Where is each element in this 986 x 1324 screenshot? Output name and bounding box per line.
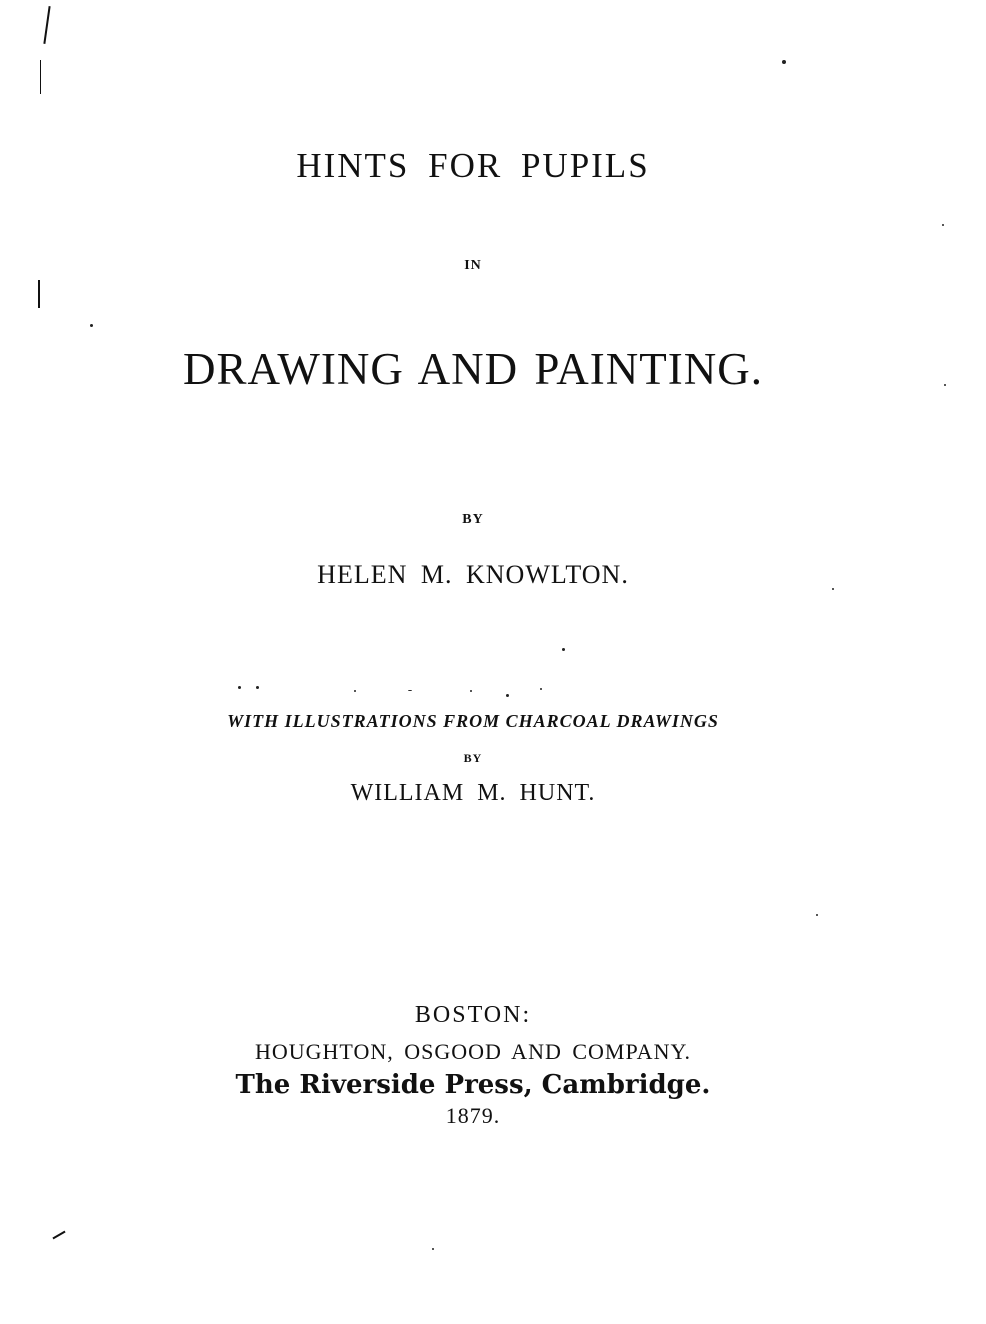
scan-mark-top-left	[43, 6, 50, 44]
scan-speck	[942, 224, 944, 226]
title-line-2: DRAWING AND PAINTING.	[183, 344, 763, 394]
scan-speck	[816, 914, 818, 916]
scan-speck	[408, 690, 412, 691]
scan-speck	[782, 60, 786, 64]
publication-year: 1879.	[445, 1103, 501, 1128]
scan-mark-left-2	[38, 280, 40, 308]
illustrations-note: WITH ILLUSTRATIONS FROM CHARCOAL DRAWINGS	[227, 711, 719, 731]
scan-speck	[432, 1248, 434, 1250]
illustrator-name: WILLIAM M. HUNT.	[350, 780, 596, 806]
title-line-1: HINTS FOR PUPILS	[296, 146, 650, 185]
scan-speck	[238, 686, 241, 689]
connector-in: IN	[464, 258, 482, 273]
by-label-2: BY	[463, 751, 483, 765]
author-name: HELEN M. KNOWLTON.	[317, 560, 629, 589]
scan-speck	[90, 324, 93, 327]
scan-mark-left-1	[40, 60, 41, 94]
publisher-name: HOUGHTON, OSGOOD AND COMPANY.	[254, 1039, 692, 1064]
scan-speck	[470, 690, 472, 692]
by-label: BY	[462, 512, 484, 527]
scan-speck	[256, 686, 259, 689]
scan-mark-bottom-left	[52, 1231, 65, 1240]
scan-speck	[540, 688, 542, 690]
scan-speck	[506, 694, 509, 697]
scan-speck	[354, 690, 356, 692]
publication-city: BOSTON:	[414, 1002, 532, 1028]
scan-speck	[562, 648, 565, 651]
press-imprint: The Riverside Press, Cambridge.	[235, 1070, 711, 1100]
